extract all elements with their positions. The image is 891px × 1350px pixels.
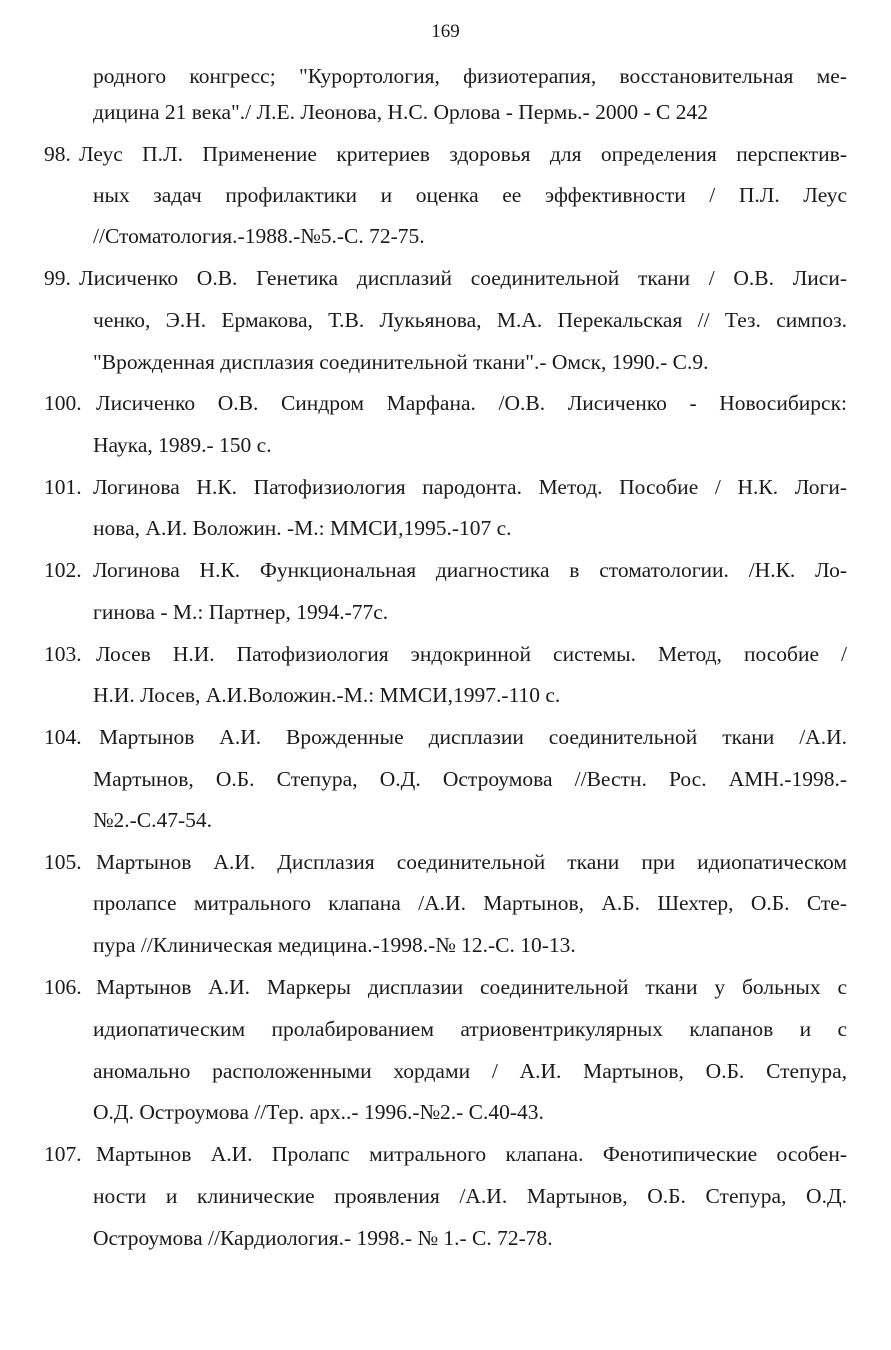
reference-line: Логинова Н.К. Патофизиология пародонта. Метод. Пособие / Н.К. Логи- [93,475,847,499]
reference-number: 103. [44,642,82,666]
reference-number: 100. [44,391,82,415]
reference-line: родного конгресс; "Курортология, физиотерапия, восстановительная ме- [93,64,847,88]
reference-line: Мартынов А.И. Врожденные дисплазии соединительной ткани /А.И. [99,725,847,749]
reference-line: Мартынов А.И. Пролапс митрального клапана. Фенотипические особен- [96,1142,847,1166]
reference-line: ных задач профилактики и оценка ее эффективности / П.Л. Леус [93,183,847,207]
reference-line: Леус П.Л. Применение критериев здоровья для определения перспектив- [79,142,847,166]
reference-line: Логинова Н.К. Функциональная диагностика в стоматологии. /Н.К. Ло- [93,558,847,582]
reference-number: 102. [44,558,82,582]
reference-line: ности и клинические проявления /А.И. Мартынов, О.Б. Степура, О.Д. [93,1184,847,1208]
reference-line: пура //Клиническая медицина.-1998.-№ 12.-С. 10-13. [93,933,576,957]
reference-number: 101. [44,475,82,499]
reference-line: О.Д. Остроумова //Тер. арх..- 1996.-№2.- С.40-43. [93,1100,544,1124]
reference-line: дицина 21 века"./ Л.Е. Леонова, Н.С. Орлова - Пермь.- 2000 - С 242 [93,100,708,124]
reference-number: 99. [44,266,71,290]
reference-number: 104. [44,725,82,749]
reference-number: 105. [44,850,82,874]
reference-line: Мартынов А.И. Дисплазия соединительной ткани при идиопатическом [96,850,847,874]
reference-number: 106. [44,975,82,999]
reference-line: Мартынов, О.Б. Степура, О.Д. Остроумова //Вестн. Рос. АМН.-1998.- [93,767,847,791]
reference-line: "Врожденная дисплазия соединительной ткани".- Омск, 1990.- С.9. [93,350,709,374]
reference-number: 107. [44,1142,82,1166]
reference-line: аномально расположенными хордами / А.И. Мартынов, О.Б. Степура, [93,1059,847,1083]
reference-line: Лисиченко О.В. Синдром Марфана. /О.В. Лисиченко - Новосибирск: [96,391,847,415]
reference-line: ченко, Э.Н. Ермакова, Т.В. Лукьянова, М.А. Перекальская // Тез. симпоз. [93,308,847,332]
reference-line: //Стоматология.-1988.-№5.-С. 72-75. [93,224,425,248]
reference-line: идиопатическим пролабированием атриовентрикулярных клапанов и с [93,1017,847,1041]
reference-line: Н.И. Лосев, А.И.Воложин.-М.: ММСИ,1997.-110 с. [93,683,561,707]
reference-number: 98. [44,142,71,166]
reference-line: Лосев Н.И. Патофизиология эндокринной системы. Метод, пособие / [96,642,847,666]
reference-line: Остроумова //Кардиология.- 1998.- № 1.- С. 72-78. [93,1226,553,1250]
reference-line: Наука, 1989.- 150 с. [93,433,272,457]
reference-line: гинова - М.: Партнер, 1994.-77с. [93,600,389,624]
reference-line: Мартынов А.И. Маркеры дисплазии соединительной ткани у больных с [96,975,847,999]
reference-line: нова, А.И. Воложин. -М.: ММСИ,1995.-107 с. [93,516,512,540]
reference-line: №2.-С.47-54. [93,808,213,832]
reference-line: Лисиченко О.В. Генетика дисплазий соединительной ткани / О.В. Лиси- [79,266,847,290]
reference-line: пролапсе митрального клапана /А.И. Мартынов, А.Б. Шехтер, О.Б. Сте- [93,891,847,915]
page-number: 169 [431,21,460,42]
